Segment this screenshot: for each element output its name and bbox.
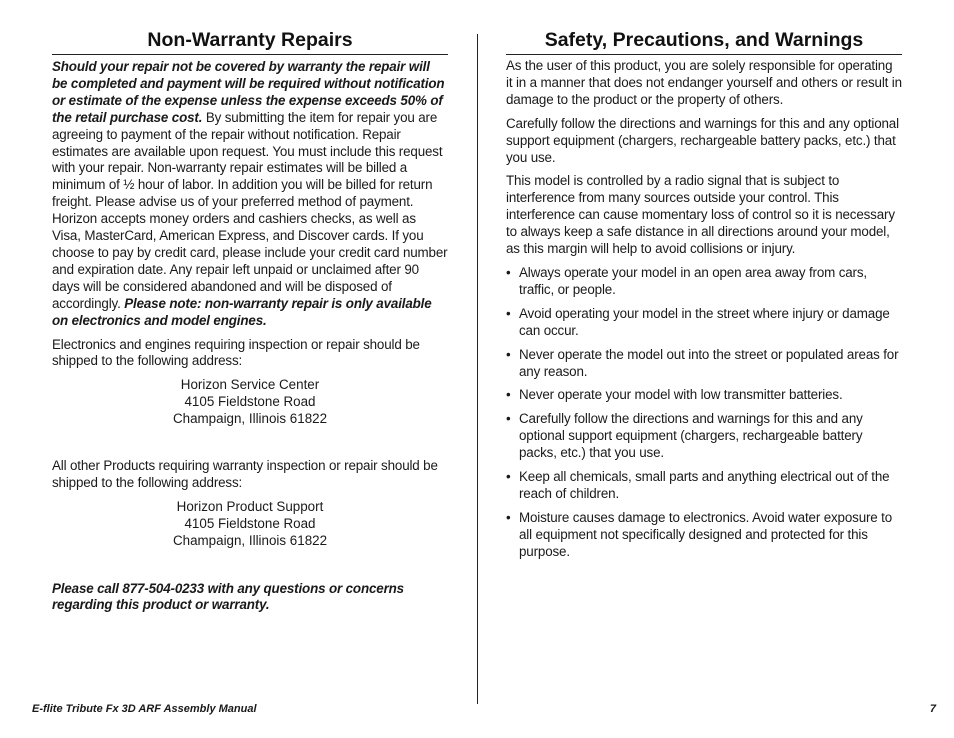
non-warranty-paragraph <box>52 59 448 330</box>
address-line: Horizon Product Support <box>176 498 324 514</box>
bullet-icon: • <box>506 411 511 427</box>
footer-manual-title: E-flite Tribute Fx 3D ARF Assembly Manual <box>32 703 257 715</box>
non-warranty-note: Please note: non-warranty repair is only available on electronics and model engines. <box>52 295 432 328</box>
bullet-icon: • <box>506 346 511 362</box>
electronics-shipping-paragraph: Electronics and engines requiring inspection or repair should be shipped to the following address: <box>52 336 420 369</box>
list-item: • Never operate the model out into the street or populated areas for any reason. <box>506 346 899 379</box>
address-line: Champaign, Illinois 61822 <box>172 411 328 427</box>
safety-paragraph-responsibility: As the user of this product, you are solely responsible for operating it in a manner that does not endanger yourself and others or result in damage to the product or the property of others. <box>506 58 902 107</box>
address-line: Horizon Service Center <box>180 377 320 393</box>
bullet-icon: • <box>506 305 511 321</box>
non-warranty-bold-intro: Should your repair not be covered by warranty the repair will be completed and payment will be required without notification or estimate of the expense unless the expense exceeds 50% of the retail purchase cost. <box>52 59 445 125</box>
bullet-icon: • <box>506 387 511 403</box>
other-products-paragraph: All other Products requiring warranty inspection or repair should be shipped to the following address: <box>52 458 438 490</box>
safety-paragraph-radio: This model is controlled by a radio signal that is subject to interference from many sources outside your control. This interference can cause momentary loss of control so it is necessary to always keep a safe distance in all directions around your model, as this margin will help to avoid collisions or injury. <box>506 173 895 257</box>
address-line: 4105 Fieldstone Road <box>184 515 316 531</box>
product-support-address <box>52 499 448 550</box>
list-item: • Always operate your model in an open area away from cars, traffic, or people. <box>506 264 867 297</box>
non-warranty-heading: Non-Warranty Repairs <box>52 26 448 55</box>
list-item: • Moisture causes damage to electronics. Avoid water exposure to all equipment not specifically designed and protected for this purpose. <box>506 509 893 559</box>
safety-bullet-list <box>506 265 902 561</box>
address-line: 4105 Fieldstone Road <box>184 394 316 410</box>
non-warranty-body: By submitting the item for repair you are agreeing to payment of the repair without notification. Repair estimates are available upon request. You must include this request with your repair. Non-warranty repair estimates will be billed a minimum of ½ hour of labor. In addition you will be billed for return freight. Please advise us of your preferred method of payment. Horizon accepts money orders and cashiers checks, as well as Visa, MasterCard, American Express, and Discover cards. If you choose to pay by credit card, please include your credit card number and expiration date. Any repair left unpaid or unclaimed after 90 days will be considered abandoned and will be disposed of accordingly. <box>52 109 448 311</box>
safety-paragraph-directions: Carefully follow the directions and warnings for this and any optional support equipment (chargers, rechargeable battery packs, etc.) that you use. <box>506 115 899 165</box>
list-item: • Never operate your model with low transmitter batteries. <box>506 387 843 403</box>
safety-heading: Safety, Precautions, and Warnings <box>506 26 902 55</box>
service-center-address <box>52 377 448 428</box>
list-item: • Keep all chemicals, small parts and anything electrical out of the reach of children. <box>506 469 890 501</box>
bullet-icon: • <box>506 469 511 485</box>
safety-column <box>506 26 902 568</box>
address-line: Champaign, Illinois 61822 <box>172 532 328 548</box>
bullet-icon: • <box>506 264 511 280</box>
list-item: • Carefully follow the directions and warnings for this and any optional support equipment (chargers, rechargeable battery packs, etc.) that you use. <box>506 411 863 461</box>
contact-note: Please call 877-504-0233 with any questions or concerns regarding this product or warranty. <box>52 580 404 613</box>
footer-page-number: 7 <box>929 703 936 715</box>
bullet-icon: • <box>506 509 511 525</box>
non-warranty-column <box>52 26 448 614</box>
list-item: • Avoid operating your model in the street where injury or damage can occur. <box>506 305 890 338</box>
column-divider <box>477 34 478 704</box>
